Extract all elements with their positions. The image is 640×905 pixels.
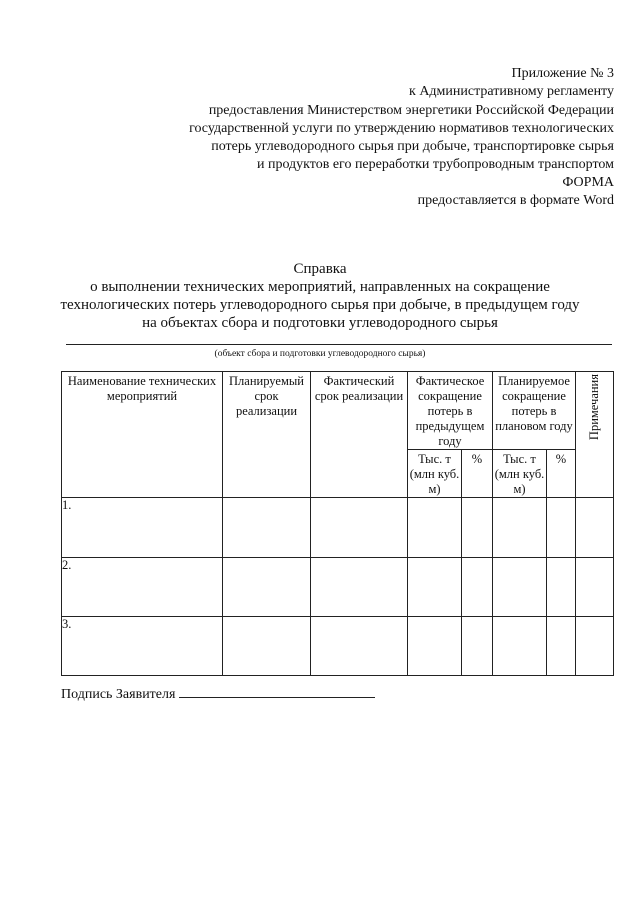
- object-blank-line[interactable]: [66, 344, 612, 345]
- header-planned-reduction: Планируемое сокращение потерь в плановом году: [493, 372, 576, 450]
- table-cell[interactable]: [311, 558, 408, 617]
- header-line: государственной услуги по утверждению нормативов технологических: [189, 121, 614, 136]
- signature-block: [61, 685, 375, 703]
- table-cell[interactable]: [493, 558, 547, 617]
- header-notes: Примечания: [576, 372, 614, 498]
- table-cell[interactable]: [223, 617, 311, 676]
- subheader-percent: %: [547, 450, 576, 498]
- table-cell[interactable]: [547, 498, 576, 558]
- title-line: на объектах сбора и подготовки углеводородного сырья: [142, 315, 498, 331]
- table-row: [62, 617, 614, 676]
- measures-table: [61, 371, 614, 676]
- table-cell[interactable]: [311, 498, 408, 558]
- form-label: ФОРМА: [562, 175, 614, 190]
- table-row: [62, 558, 614, 617]
- table-cell[interactable]: [408, 558, 462, 617]
- object-caption: (объект сбора и подготовки углеводородного сырья): [214, 349, 426, 359]
- header-actual-term: Фактический срок реализации: [311, 372, 408, 498]
- format-note: предоставляется в формате Word: [417, 193, 614, 208]
- row-number[interactable]: 3.: [62, 617, 223, 676]
- table-cell[interactable]: [408, 617, 462, 676]
- table-cell[interactable]: [493, 498, 547, 558]
- header-line: и продуктов его переработки трубопроводным транспортом: [256, 157, 614, 172]
- table-cell[interactable]: [493, 617, 547, 676]
- header-line: к Административному регламенту: [409, 84, 614, 99]
- title-line: технологических потерь углеводородного сырья при добыче, в предыдущем году: [60, 297, 580, 313]
- subheader-unit: Тыс. т (млн куб. м): [493, 450, 547, 498]
- header-line: потерь углеводородного сырья при добыче, транспортировке сырья: [211, 139, 614, 154]
- table-cell[interactable]: [408, 498, 462, 558]
- table-row: [62, 498, 614, 558]
- row-number[interactable]: 1.: [62, 498, 223, 558]
- subheader-percent: %: [462, 450, 493, 498]
- table-cell[interactable]: [576, 498, 614, 558]
- table-cell[interactable]: [576, 617, 614, 676]
- subheader-unit: Тыс. т (млн куб. м): [408, 450, 462, 498]
- table-cell[interactable]: [547, 617, 576, 676]
- table-cell[interactable]: [462, 617, 493, 676]
- header-planned-term: Планируемый срок реализации: [223, 372, 311, 498]
- table-cell[interactable]: [576, 558, 614, 617]
- table-cell[interactable]: [462, 498, 493, 558]
- table-cell[interactable]: [223, 558, 311, 617]
- signature-label: Подпись Заявителя: [61, 687, 176, 702]
- table-cell[interactable]: [462, 558, 493, 617]
- table-cell[interactable]: [223, 498, 311, 558]
- header-actual-reduction: Фактическое сокращение потерь в предыдущем году: [408, 372, 493, 450]
- title-line: о выполнении технических мероприятий, направленных на сокращение: [90, 279, 550, 295]
- appendix-number: Приложение № 3: [511, 66, 614, 81]
- header-name: Наименование технических мероприятий: [62, 372, 223, 498]
- header-line: предоставления Министерством энергетики Российской Федерации: [208, 103, 614, 118]
- table-cell[interactable]: [547, 558, 576, 617]
- row-number[interactable]: 2.: [62, 558, 223, 617]
- document-title: Справка: [293, 261, 347, 277]
- table-cell[interactable]: [311, 617, 408, 676]
- signature-line[interactable]: [179, 685, 375, 698]
